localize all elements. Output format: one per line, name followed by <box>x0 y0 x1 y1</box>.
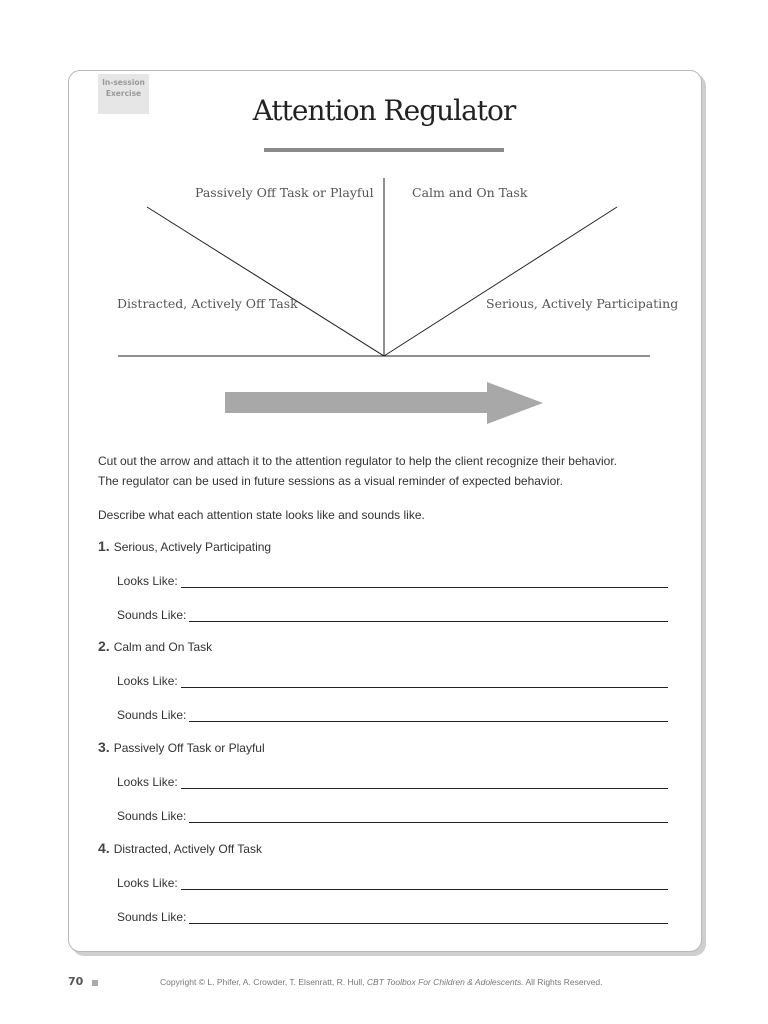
item-2-looks-like-row <box>117 672 668 688</box>
item-number: 2. <box>98 638 110 654</box>
right-diagonal-line <box>384 207 617 356</box>
tag-line-1: In-session <box>102 78 145 87</box>
copyright-book-title: CBT Toolbox For Children & Adolescents. <box>366 977 524 987</box>
cutout-arrow-icon <box>225 382 543 424</box>
instruction-line-1: Cut out the arrow and attach it to the attention regulator to help the client recognize their behavior. <box>98 454 617 468</box>
item-1-heading <box>98 538 271 554</box>
looks-like-answer-line[interactable] <box>181 575 668 588</box>
item-number: 1. <box>98 538 110 554</box>
item-number: 3. <box>98 739 110 755</box>
sounds-like-label: Sounds Like: <box>117 608 187 622</box>
sounds-like-answer-line[interactable] <box>189 609 668 622</box>
item-4-heading <box>98 840 262 856</box>
item-4-looks-like-row <box>117 874 668 890</box>
footer-square-icon <box>92 980 98 986</box>
item-1-sounds-like-row <box>117 606 668 622</box>
sounds-like-answer-line[interactable] <box>189 911 668 924</box>
page-title: Attention Regulator <box>252 94 516 127</box>
sounds-like-answer-line[interactable] <box>189 810 668 823</box>
looks-like-label: Looks Like: <box>117 775 178 789</box>
label-calm-on-task: Calm and On Task <box>412 185 528 200</box>
item-number: 4. <box>98 840 110 856</box>
looks-like-label: Looks Like: <box>117 574 178 588</box>
page-number: 70 <box>68 975 84 988</box>
label-passively-off-task: Passively Off Task or Playful <box>195 185 374 200</box>
sounds-like-label: Sounds Like: <box>117 910 187 924</box>
sounds-like-answer-line[interactable] <box>189 709 668 722</box>
item-label: Serious, Actively Participating <box>113 540 272 554</box>
looks-like-answer-line[interactable] <box>181 877 668 890</box>
item-label: Calm and On Task <box>113 640 213 654</box>
instruction-text <box>98 451 698 491</box>
looks-like-label: Looks Like: <box>117 876 178 890</box>
regulator-diagram <box>0 0 768 440</box>
copyright-notice <box>160 977 603 987</box>
item-3-looks-like-row <box>117 773 668 789</box>
left-diagonal-line <box>147 207 384 356</box>
label-distracted-off-task: Distracted, Actively Off Task <box>117 296 298 311</box>
looks-like-answer-line[interactable] <box>181 776 668 789</box>
item-4-sounds-like-row <box>117 908 668 924</box>
item-3-heading <box>98 739 265 755</box>
looks-like-answer-line[interactable] <box>181 675 668 688</box>
describe-prompt: Describe what each attention state looks like and sounds like. <box>98 508 425 522</box>
sounds-like-label: Sounds Like: <box>117 708 187 722</box>
item-3-sounds-like-row <box>117 807 668 823</box>
item-label: Passively Off Task or Playful <box>113 741 265 755</box>
copyright-suffix: All Rights Reserved. <box>523 977 603 987</box>
instruction-line-2: The regulator can be used in future sessions as a visual reminder of expected behavior. <box>98 474 563 488</box>
item-2-heading <box>98 638 212 654</box>
label-serious-participating: Serious, Actively Participating <box>486 296 679 311</box>
looks-like-label: Looks Like: <box>117 674 178 688</box>
item-1-looks-like-row <box>117 572 668 588</box>
item-2-sounds-like-row <box>117 706 668 722</box>
item-label: Distracted, Actively Off Task <box>113 842 262 856</box>
tag-line-2: Exercise <box>105 89 142 98</box>
copyright-prefix: Copyright © L. Phifer, A. Crowder, T. Elsenratt, R. Hull, <box>160 977 367 987</box>
sounds-like-label: Sounds Like: <box>117 809 187 823</box>
